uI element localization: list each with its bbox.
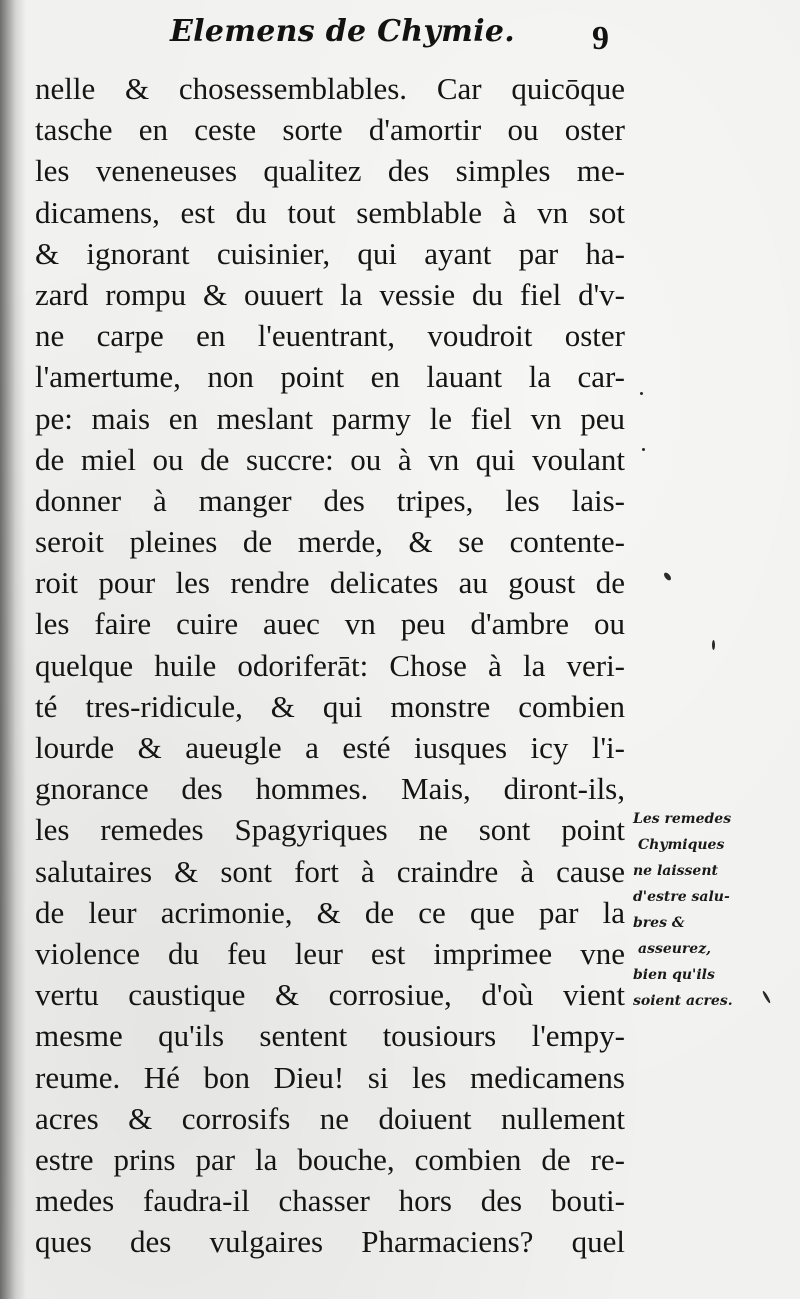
gutter-shadow — [0, 0, 26, 1299]
text-line: donner à manger des tripes, les lais- — [35, 482, 625, 518]
page-header — [0, 0, 800, 70]
ink-speck — [712, 640, 715, 650]
text-line: quelque huile odoriferāt: Chose à la veri- — [35, 647, 625, 683]
ink-speck — [663, 571, 673, 581]
margin-note-line: Les remedes — [633, 811, 732, 827]
text-line: ne carpe en l'euentrant, voudroit oster — [35, 318, 625, 354]
ink-speck — [640, 392, 643, 395]
text-line: estre prins par la bouche, combien de re- — [35, 1141, 625, 1177]
running-title: Elemens de Chymie. — [170, 14, 516, 49]
margin-note-line: asseurez, — [638, 941, 712, 957]
text-line: & ignorant cuisinier, qui ayant par ha- — [35, 235, 625, 271]
text-line: dicamens, est du tout semblable à vn sot — [35, 194, 625, 230]
text-line: de leur acrimonie, & de ce que par la — [35, 894, 625, 930]
margin-note — [633, 806, 783, 1014]
text-line: les veneneuses qualitez des simples me- — [35, 153, 625, 189]
page-number: 9 — [592, 20, 609, 57]
text-line: salutaires & sont fort à craindre à cause — [35, 853, 625, 889]
text-line: reume. Hé bon Dieu! si les medicamens — [35, 1059, 625, 1095]
text-line: les faire cuire auec vn peu d'ambre ou — [35, 606, 625, 642]
text-line: acres & corrosifs ne doiuent nullement — [35, 1100, 625, 1136]
text-line: ques des vulgaires Pharmaciens? quel — [35, 1224, 625, 1260]
text-line: lourde & aueugle a esté iusques icy l'i- — [35, 730, 625, 765]
margin-note-line: Chymiques — [638, 837, 725, 853]
text-line: tasche en ceste sorte d'amortir ou oster — [35, 112, 625, 148]
body-text — [35, 68, 625, 1262]
text-line: nelle & chosessemblables. Car quicōque — [35, 71, 625, 106]
text-line: l'amertume, non point en lauant la car- — [35, 359, 625, 395]
margin-note-line: soient acres. — [633, 993, 733, 1009]
ink-speck — [642, 448, 645, 451]
text-line: té tres-ridicule, & qui monstre combien — [35, 688, 625, 724]
text-line: de miel ou de succre: ou à vn qui voulant — [35, 441, 625, 477]
margin-note-line: ne laissent — [633, 863, 718, 879]
text-line: pe: mais en meslant parmy le fiel vn peu — [35, 400, 625, 436]
text-line: zard rompu & ouuert la vessie du fiel d'v- — [35, 276, 625, 312]
text-line: les remedes Spagyriques ne sont point — [35, 812, 625, 848]
text-line: gnorance des hommes. Mais, diront-ils, — [35, 771, 625, 807]
text-line: violence du feu leur est imprimee vne — [35, 935, 625, 971]
text-line: vertu caustique & corrosiue, d'où vient — [35, 977, 625, 1013]
margin-note-line: d'estre salu- — [633, 889, 730, 905]
text-line: seroit pleines de merde, & se contente- — [35, 524, 625, 560]
margin-note-line: bres & — [633, 915, 685, 931]
text-line: roit pour les rendre delicates au goust de — [35, 565, 625, 601]
margin-note-line: bien qu'ils — [633, 967, 715, 983]
text-line: medes faudra-il chasser hors des bouti- — [35, 1183, 625, 1219]
text-line: mesme qu'ils sentent tousiours l'empy- — [35, 1018, 625, 1054]
